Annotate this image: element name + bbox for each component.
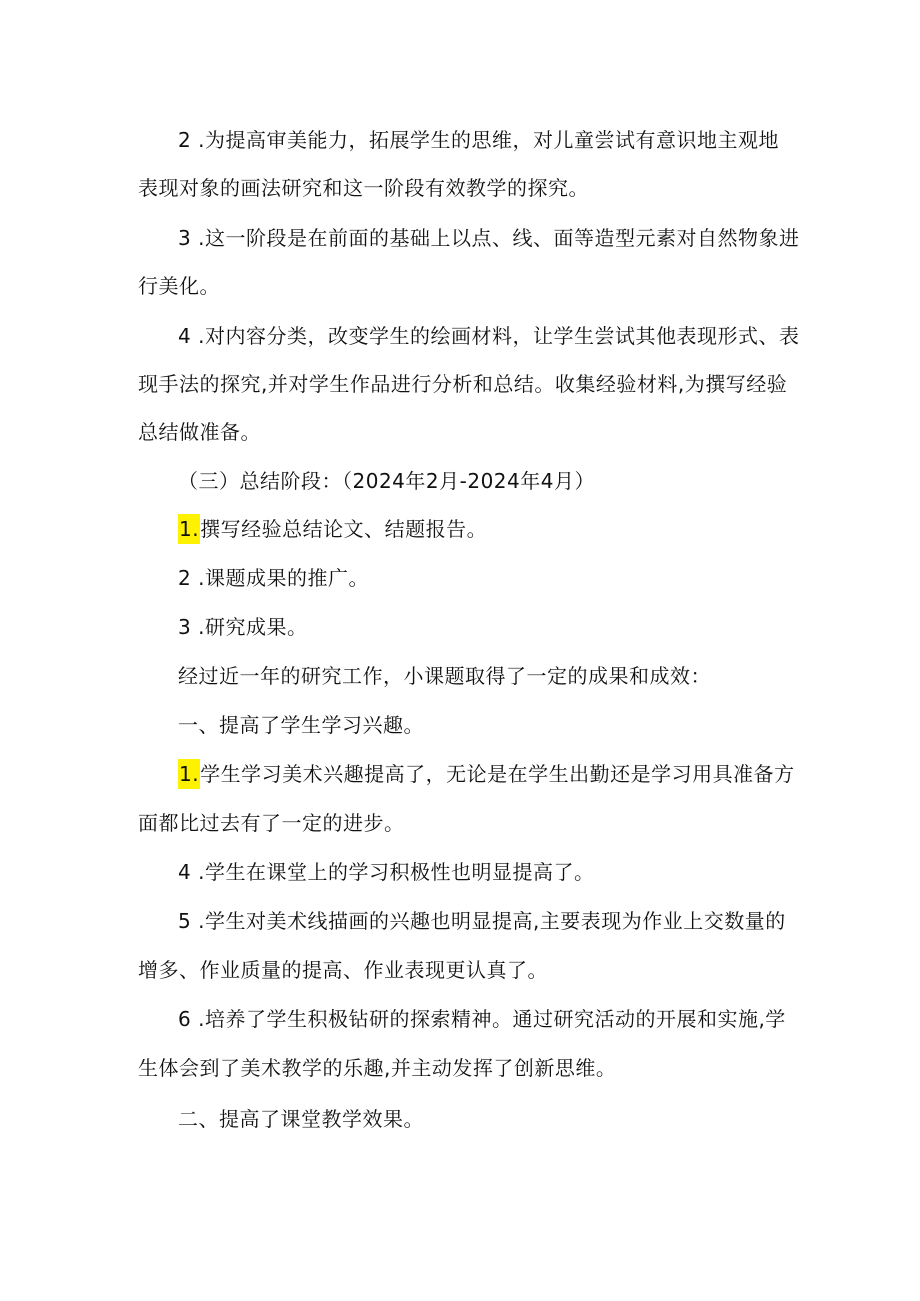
- list-item-text: 学生学习美术兴趣提高了，无论是在学生出勤还是学习用具准备方: [200, 762, 795, 786]
- list-item: [178, 759, 795, 789]
- highlighted-number: 1.: [178, 514, 200, 544]
- paragraph-line: 总结做准备。: [138, 420, 261, 444]
- list-item: 4 .学生在课堂上的学习积极性也明显提高了。: [178, 860, 595, 884]
- paragraph-line: 行美化。: [138, 274, 220, 298]
- list-item: 2 .课题成果的推广。: [178, 566, 369, 590]
- paragraph-line: 经过近一年的研究工作，小课题取得了一定的成果和成效：: [178, 664, 711, 688]
- section-heading: （三）总结阶段：（2024年2月-2024年4月）: [178, 469, 595, 493]
- list-item-text: 撰写经验总结论文、结题报告。: [200, 517, 488, 541]
- paragraph-line: 面都比过去有了一定的进步。: [138, 811, 405, 835]
- highlighted-number: 1.: [178, 759, 200, 789]
- section-heading: 一、提高了学生学习兴趣。: [178, 713, 424, 737]
- paragraph-line: 生体会到了美术教学的乐趣,并主动发挥了创新思维。: [138, 1056, 617, 1080]
- paragraph-line: 4 .对内容分类，改变学生的绘画材料，让学生尝试其他表现形式、表: [178, 324, 800, 348]
- list-item: 3 .研究成果。: [178, 615, 308, 639]
- list-item: 6 .培养了学生积极钻研的探索精神。通过研究活动的开展和实施,学: [178, 1007, 786, 1031]
- section-heading: 二、提高了课堂教学效果。: [178, 1107, 424, 1131]
- list-item: 5 .学生对美术线描画的兴趣也明显提高,主要表现为作业上交数量的: [178, 909, 786, 933]
- paragraph-line: 表现对象的画法研究和这一阶段有效教学的探究。: [138, 176, 589, 200]
- paragraph-line: 增多、作业质量的提高、作业表现更认真了。: [138, 958, 548, 982]
- list-item: [178, 514, 487, 544]
- paragraph-line: 2 .为提高审美能力，拓展学生的思维，对儿童尝试有意识地主观地: [178, 128, 779, 152]
- paragraph-line: 现手法的探究,并对学生作品进行分析和总结。收集经验材料,为撰写经验: [138, 372, 788, 396]
- paragraph-line: 3 .这一阶段是在前面的基础上以点、线、面等造型元素对自然物象进: [178, 226, 800, 250]
